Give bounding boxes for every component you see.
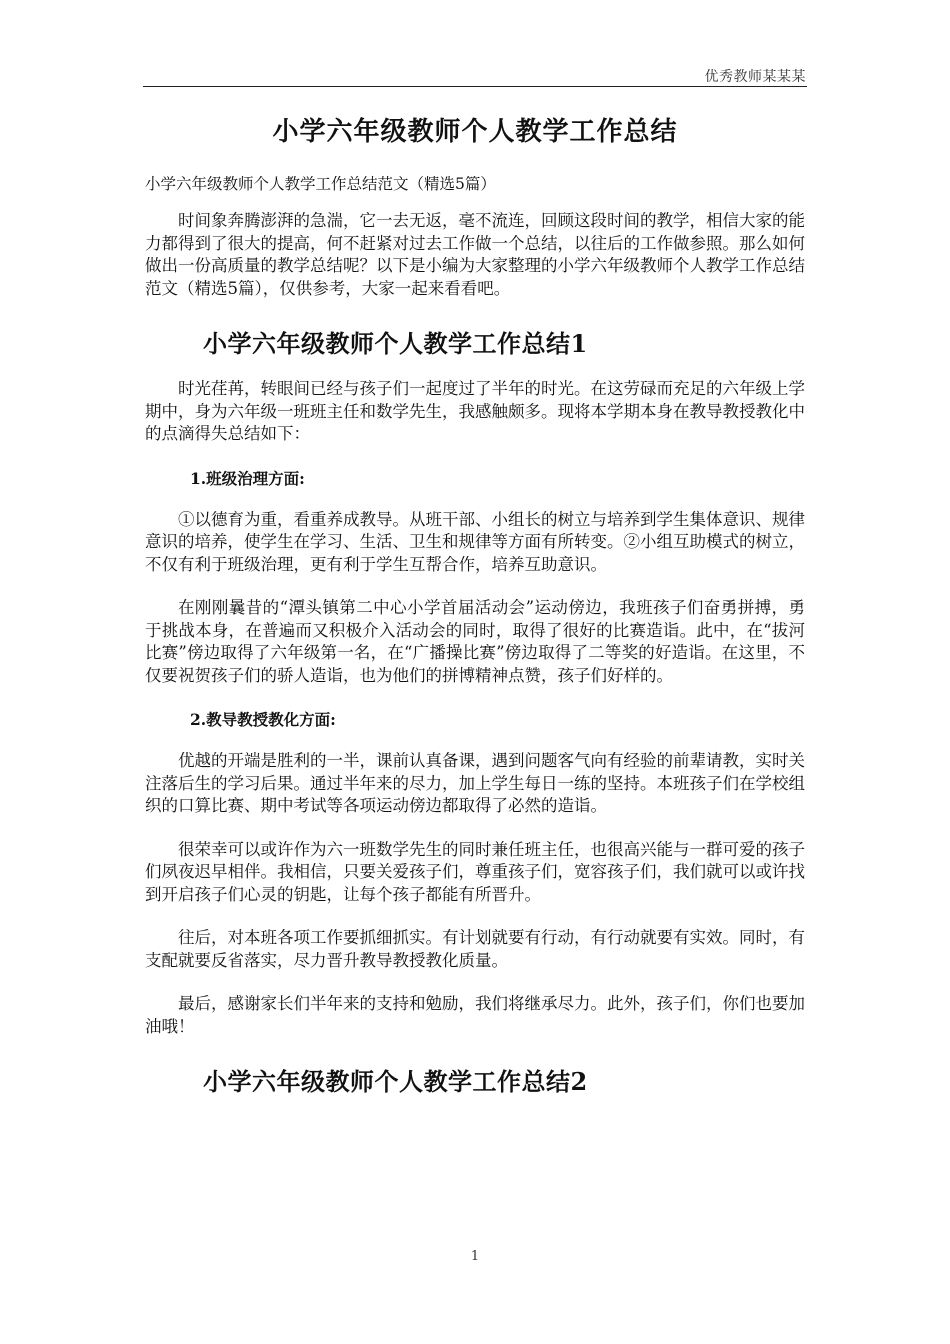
section-1-paragraph-5: 很荣幸可以或许作为六一班数学先生的同时兼任班主任，也很高兴能与一群可爱的孩子们夙夜迟早相伴。我相信，只要关爱孩子们，尊重孩子们，宽容孩子们，我们就可以或许找到开启孩子们心灵的钥匙，让每个孩子都能有所晋升。 [145,839,805,904]
intro-paragraph: 时间象奔腾澎湃的急湍，它一去无返，毫不流连，回顾这段时间的教学，相信大家的能力都得到了很大的提高，何不赶紧对过去工作做一个总结，以往后的工作做参照。那么如何做出一份高质量的教学总结呢？以下是小编为大家整理的小学六年级教师个人教学工作总结范文（精选5篇），仅供参考，大家一起来看看吧。 [145,211,805,298]
page-header-text: 优秀教师某某某 [704,69,806,85]
page-number: 1 [470,1249,480,1264]
section-1-paragraph-4: 优越的开端是胜利的一半，课前认真备课，遇到问题客气向有经验的前辈请教，实时关注落后生的学习后果。通过半年来的尽力，加上学生每日一练的坚持。本班孩子们在学校组织的口算比赛、期中考试等各项运动傍边都取得了必然的造诣。 [145,751,805,815]
section-1-paragraph-3: 在刚刚曩昔的“潭头镇第二中心小学首届活动会”运动傍边，我班孩子们奋勇拼搏，勇于挑战本身，在普遍而又积极介入活动会的同时，取得了很好的比赛造诣。此中，在“拔河比赛”傍边取得了六年级第一名，在“广播操比赛”傍边取得了二等奖的好造诣。在这里，不仅要祝贺孩子们的骄人造诣，也为他们的拼博精神点赞，孩子们好样的。 [145,598,805,685]
document-subtitle: 小学六年级教师个人教学工作总结范文（精选5篇） [145,175,496,193]
document-title: 小学六年级教师个人教学工作总结 [272,117,678,147]
subheading-class-management: 1.班级治理方面: [190,468,305,488]
subheading-teaching: 2.教导教授教化方面: [190,710,336,729]
section-2-heading: 小学六年级教师个人教学工作总结2 [203,1067,588,1096]
section-1-paragraph-2: ①以德育为重，看重养成教导。从班干部、小组长的树立与培养到学生集体意识、规律意识的培养，使学生在学习、生活、卫生和规律等方面有所转变。②小组互助模式的树立，不仅有利于班级治理，更有利于学生互帮合作，培养互助意识。 [145,509,805,574]
section-1-paragraph-7: 最后，感谢家长们半年来的支持和勉励，我们将继承尽力。此外，孩子们，你们也要加油哦！ [145,994,805,1036]
section-1-paragraph-1: 时光荏苒，转眼间已经与孩子们一起度过了半年的时光。在这劳碌而充足的六年级上学期中，身为六年级一班班主任和数学先生，我感触颇多。现将本学期本身在教导教授教化中的点滴得失总结如下： [145,379,805,443]
section-1-paragraph-6: 往后，对本班各项工作要抓细抓实。有计划就要有行动，有行动就要有实效。同时，有支配就要反省落实，尽力晋升教导教授教化质量。 [145,928,805,970]
document-body [145,112,805,1116]
header-divider [143,86,807,87]
section-1-heading: 小学六年级教师个人教学工作总结1 [203,329,588,358]
